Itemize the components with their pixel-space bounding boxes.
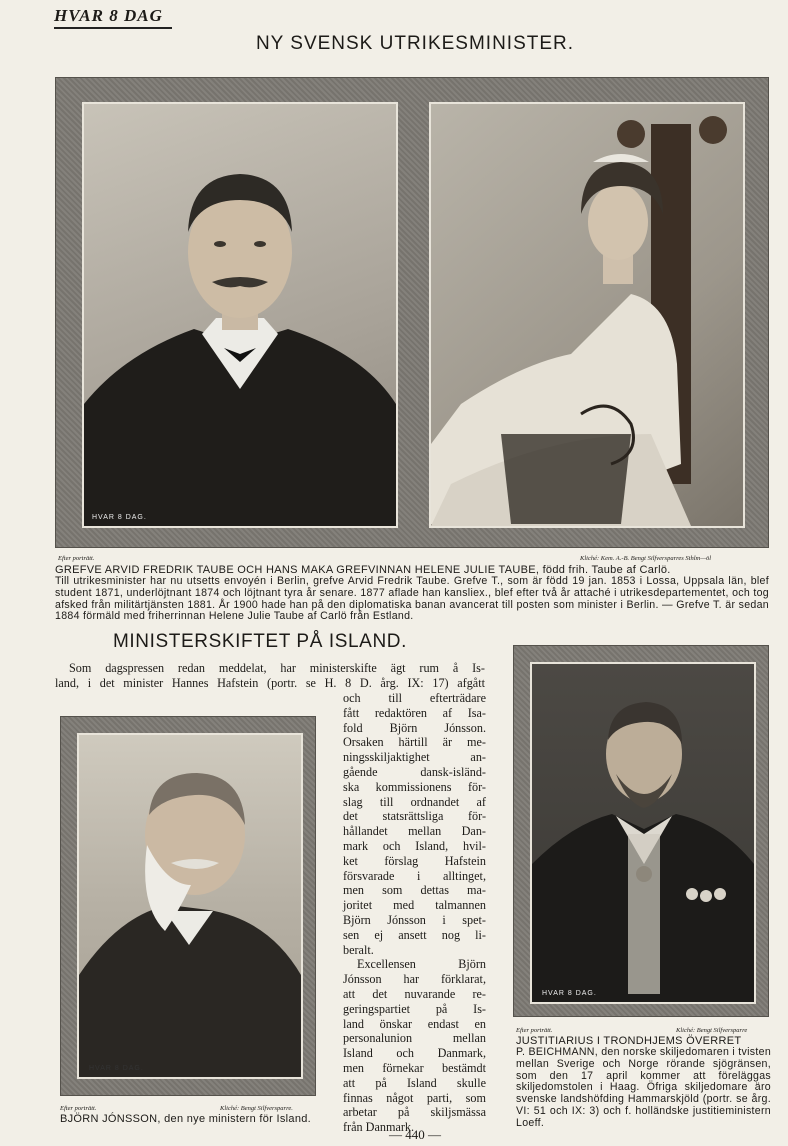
portrait-arvid-taube <box>82 102 398 528</box>
column-line: Jónsson har förklarat, <box>343 972 486 987</box>
portrait-beichmann-illustration <box>532 664 754 1002</box>
portrait-plate-jonsson <box>60 716 316 1096</box>
photo-watermark: HVAR 8 DAG. <box>92 514 147 521</box>
photo-credit-right: Kliché: Kem. A.-B. Bengt Silfversparres Sthlm—öl <box>580 555 712 562</box>
page-number: — 440 — <box>389 1127 441 1142</box>
caption-taube-heading: GREFVE ARVID FREDRIK TAUBE OCH HANS MAKA GREFVINNAN HELENE JULIE TAUBE, född frih. Taube af Carlö. <box>55 564 671 576</box>
intro-line: land, i det minister Hannes Hafstein (portr. se H. 8 D. årg. IX: 17) afgått <box>55 675 485 690</box>
column-line: Island och Danmark, <box>343 1046 486 1061</box>
photo-credit-right: Kliché: Bengt Silfversparre <box>676 1027 748 1034</box>
photo-credit-left: Efter porträtt. <box>516 1027 553 1034</box>
portrait-beichmann <box>530 662 756 1004</box>
caption-jonsson: BJÖRN JÓNSSON, den nye ministern för Island. <box>60 1113 312 1125</box>
article-title-iceland: MINISTERSKIFTET PÅ ISLAND. <box>113 631 407 652</box>
caption-taube-body: Till utrikesminister har nu utsetts envoyén i Berlin, grefve Arvid Fredrik Taube. Grefve T., som är född 19 jan. 1853 i Lossa, Uppsala län, blef student 1871, underlöjtnant 1874 och löjtnant tyra år senare. 1877 aflade han kansliex., blef efter två år attaché i utrikesdepartementet, och tog afsked från militärtjänsten 1881. År 1900 hade han på den diplomatiska banan avancerat till posten som minister i Berlin. — Grefve T. är sedan 1884 förmäld med friherrinnan Helene Julie Taube af Carlö från Estland. <box>55 575 769 623</box>
portrait-bjorn-jonsson <box>77 733 303 1079</box>
article-column <box>343 691 486 1135</box>
caption-beichmann <box>516 1035 771 1130</box>
column-line: arbetar på skiljsmässa <box>343 1105 486 1120</box>
column-line: Excellensen Björn <box>357 957 486 972</box>
column-line: men förnekar bestämdt <box>343 1060 486 1075</box>
column-line: från Danmark. <box>343 1120 415 1135</box>
column-line: personalunion mellan <box>343 1031 486 1046</box>
column-line: att det nuvarande re- <box>343 986 486 1001</box>
column-line: geringspartiet på Is- <box>343 1001 486 1016</box>
article-title-swedish-minister: NY SVENSK UTRIKESMINISTER. <box>255 33 575 54</box>
column-line: land önskar endast en <box>343 1016 486 1031</box>
column-line: ket förslag Hafstein <box>343 853 486 868</box>
article-intro <box>55 661 485 691</box>
column-line: Orsaken härtill är me- <box>343 735 486 750</box>
portrait-woman-illustration <box>431 104 743 526</box>
photo-watermark: HVAR 8 DAG. <box>542 990 597 997</box>
column-line: ningsskiljaktighet an- <box>343 750 486 765</box>
column-line: men som dettas ma- <box>343 883 486 898</box>
column-line: hållandet mellan Dan- <box>343 824 486 839</box>
portrait-jonsson-illustration <box>79 735 301 1077</box>
portrait-plate-beichmann <box>513 645 769 1017</box>
photo-credit-left: Efter porträtt. <box>60 1105 97 1112</box>
caption-taube <box>55 564 769 623</box>
column-line: och till efterträdare <box>343 691 486 705</box>
photo-credit-left: Efter porträtt. <box>58 555 95 562</box>
column-line: ska kommissionens för- <box>343 779 486 794</box>
photo-watermark: HVAR 8 DAG. <box>89 1065 144 1072</box>
portrait-helene-taube <box>429 102 745 528</box>
column-line: gående dansk-isländ- <box>343 764 486 779</box>
caption-beichmann-heading: JUSTITIARIUS I TRONDHJEMS ÖVERRET <box>516 1035 742 1047</box>
column-line: slag till ordnandet af <box>343 794 486 809</box>
portrait-plate-top <box>55 77 769 548</box>
column-line: fold Björn Jónsson. <box>343 720 486 735</box>
column-line: mark och Island, hvil- <box>343 838 486 853</box>
column-line: att på Island skulle <box>343 1075 486 1090</box>
column-line: Björn Jónsson i spet- <box>343 912 486 927</box>
column-line: försvarade i alltinget, <box>343 868 486 883</box>
portrait-man-illustration <box>84 104 396 526</box>
column-line: fått redaktören af Isa- <box>343 705 486 720</box>
column-line: finnas något parti, som <box>343 1090 486 1105</box>
masthead: HVAR 8 DAG <box>54 6 172 29</box>
column-line: sen ej ansett nog li- <box>343 927 486 942</box>
column-line: det statsrättsliga för- <box>343 809 486 824</box>
column-line: beralt. <box>343 942 374 957</box>
column-line: joritet med talmannen <box>343 898 486 913</box>
photo-credit-right: Kliché: Bengt Silfversparre. <box>220 1105 293 1112</box>
caption-beichmann-body: P. BEICHMANN, den norske skiljedomaren i tvisten mellan Sverige och Norge rörande sjögränsen, som den 17 april kommer att föreläggas skiljedomstolen i Haag. Öfriga skiljedomare äro svenske landshöfding Hammarskjöld (portr. se årg. VI: 51 och IX: 3) och f. holländske justitieministern Loeff. <box>516 1046 772 1129</box>
intro-line: Som dagspressen redan meddelat, har ministerskifte ägt rum å Is- <box>69 661 485 675</box>
